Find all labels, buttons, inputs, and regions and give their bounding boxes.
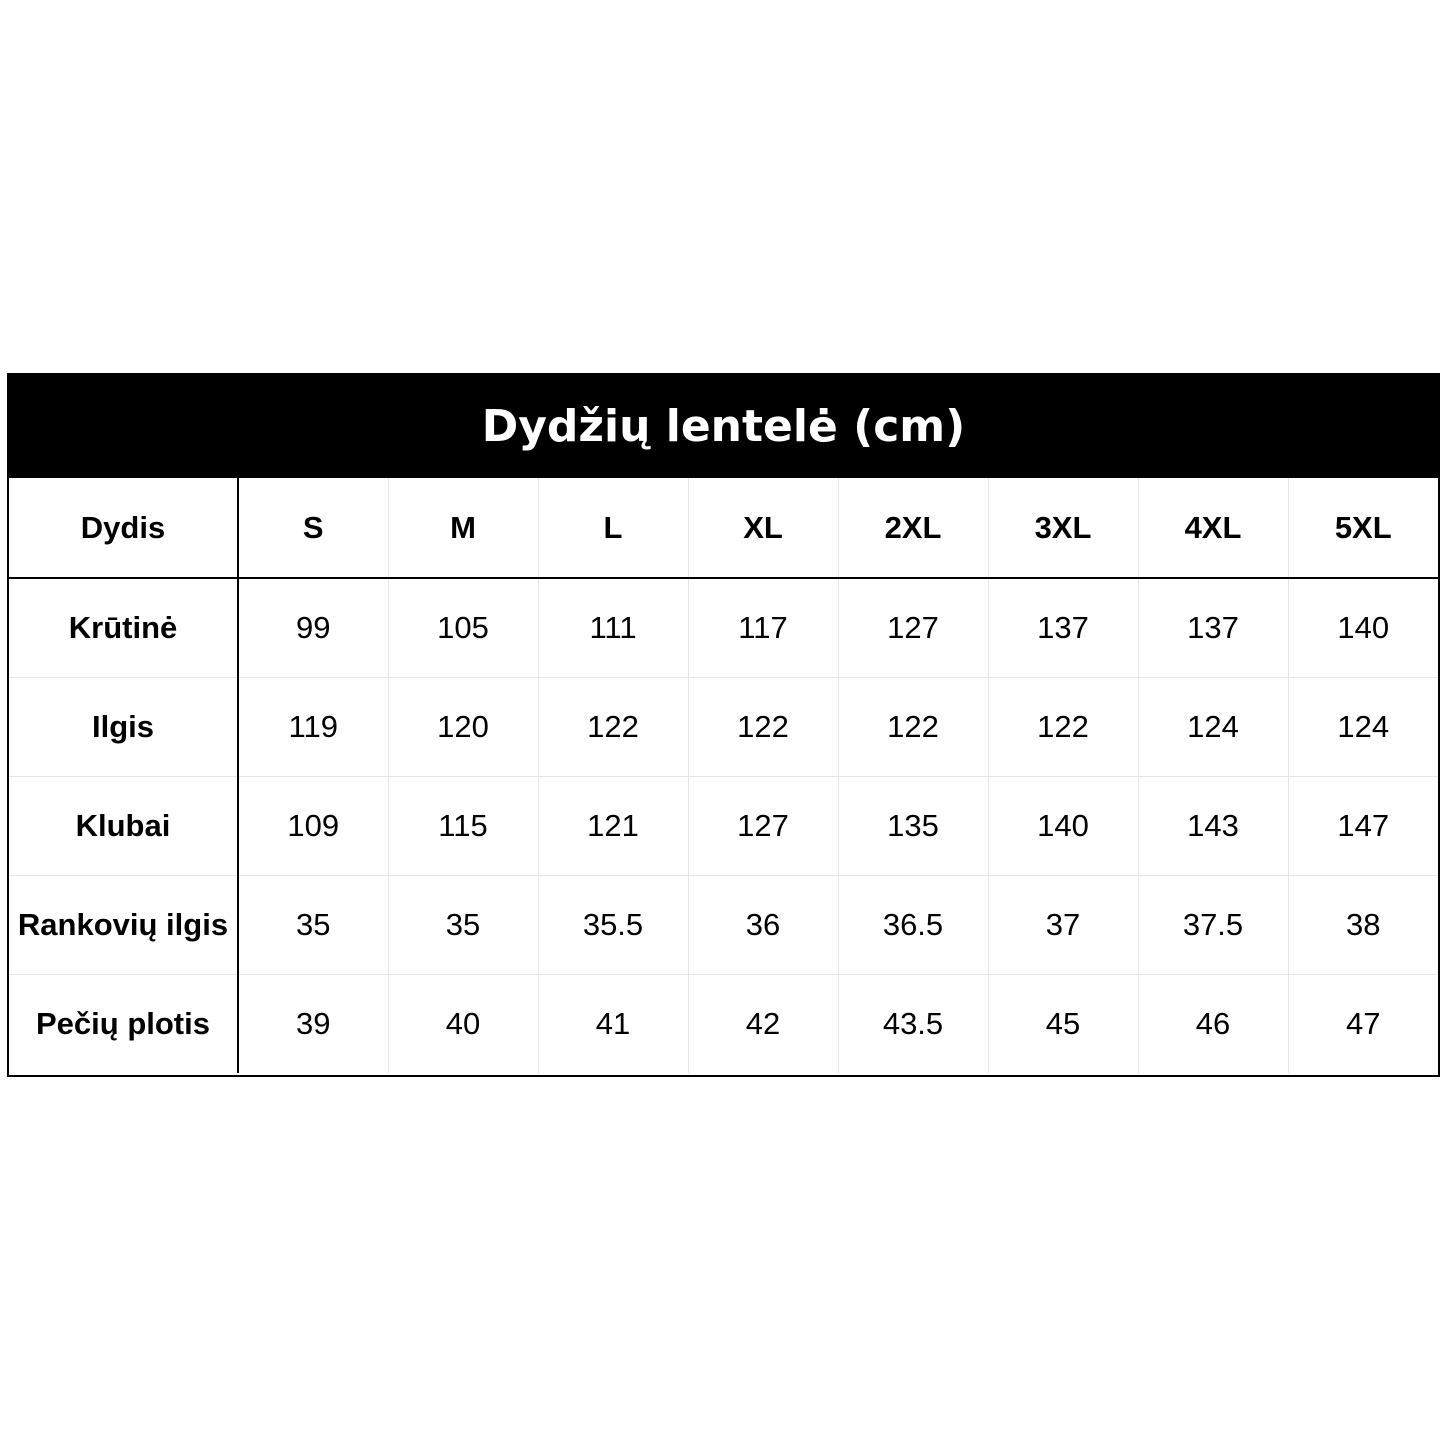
size-header-cell: L: [538, 478, 688, 578]
table-cell: 35: [238, 875, 388, 974]
table-cell: 135: [838, 776, 988, 875]
row-label: Krūtinė: [9, 578, 238, 677]
table-cell: 47: [1346, 1005, 1381, 1041]
table-cell: 109: [238, 776, 388, 875]
table-cell: 105: [388, 578, 538, 677]
table-row: [9, 974, 1438, 1073]
size-table: [9, 478, 1438, 1073]
table-cell: 122: [988, 677, 1138, 776]
table-cell: 119: [238, 677, 388, 776]
size-header-cell: S: [238, 478, 388, 578]
table-row: [9, 578, 1438, 677]
table-cell: 122: [838, 677, 988, 776]
table-cell: 140: [988, 776, 1138, 875]
table-cell: 36: [688, 875, 838, 974]
table-cell: 137: [988, 578, 1138, 677]
table-cell: 137: [1138, 578, 1288, 677]
table-row: [9, 875, 1438, 974]
size-header-cell: 4XL: [1138, 478, 1288, 578]
size-header-cell: 2XL: [838, 478, 988, 578]
table-cell: 127: [688, 776, 838, 875]
table-cell: 124: [1288, 677, 1438, 776]
table-cell: 35.5: [538, 875, 688, 974]
table-cell: 36.5: [838, 875, 988, 974]
size-header-cell: 3XL: [988, 478, 1138, 578]
table-cell: 38: [1288, 875, 1438, 974]
size-header-cell: 5XL: [1288, 478, 1438, 578]
table-cell: 45: [988, 974, 1138, 1073]
table-cell: 121: [538, 776, 688, 875]
header-label: Dydis: [9, 478, 238, 578]
table-cell: 120: [388, 677, 538, 776]
table-cell: 46: [1138, 974, 1288, 1073]
table-cell: 35: [388, 875, 538, 974]
table-cell: 40: [388, 974, 538, 1073]
table-cell: 43.5: [838, 974, 988, 1073]
table-cell: 37: [988, 875, 1138, 974]
header-row: [9, 478, 1438, 578]
table-cell: 117: [688, 578, 838, 677]
size-chart: [7, 373, 1440, 1077]
size-header-cell: XL: [688, 478, 838, 578]
row-label: Ilgis: [9, 677, 238, 776]
table-cell: 39: [238, 974, 388, 1073]
table-cell: 115: [388, 776, 538, 875]
row-label: Pečių plotis: [9, 974, 238, 1073]
size-header-cell: M: [388, 478, 538, 578]
table-cell: 41: [538, 974, 688, 1073]
table-cell: 143: [1138, 776, 1288, 875]
row-label: Klubai: [9, 776, 238, 875]
table-row: [9, 776, 1438, 875]
table-cell: 140: [1288, 578, 1438, 677]
table-cell: 122: [538, 677, 688, 776]
table-cell: 147: [1288, 776, 1438, 875]
chart-title: Dydžių lentelė (cm): [9, 375, 1438, 478]
table-cell: 99: [238, 578, 388, 677]
table-cell: 124: [1138, 677, 1288, 776]
table-cell: 42: [688, 974, 838, 1073]
row-label: Rankovių ilgis: [9, 875, 238, 974]
table-cell: 127: [838, 578, 988, 677]
table-row: [9, 677, 1438, 776]
table-cell: 122: [688, 677, 838, 776]
table-cell: 111: [538, 578, 688, 677]
table-cell: 37.5: [1138, 875, 1288, 974]
